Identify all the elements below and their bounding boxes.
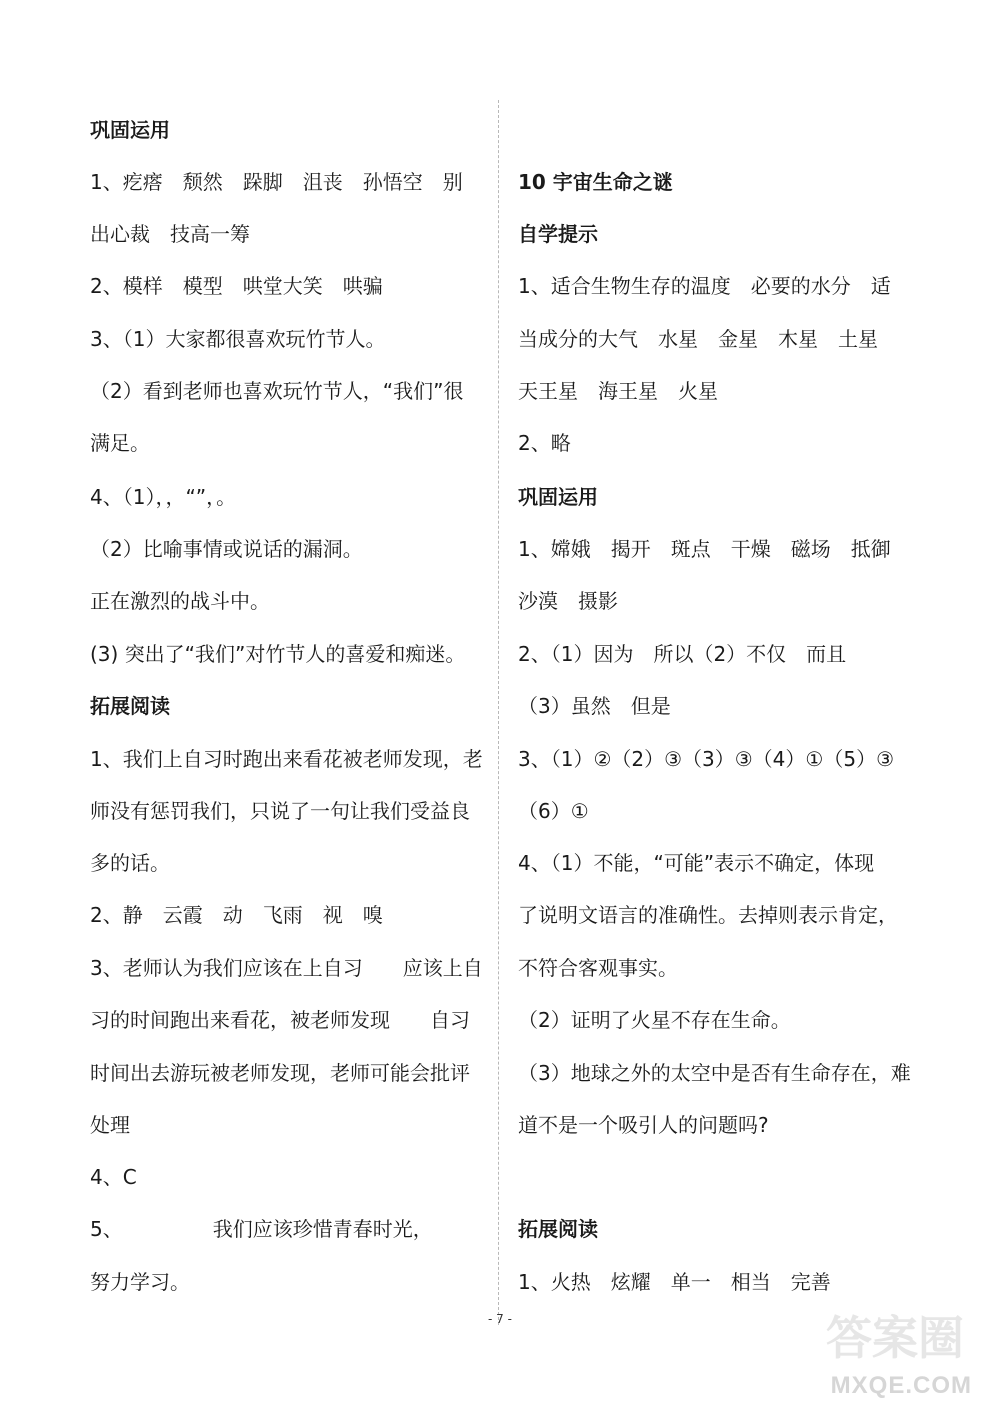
answer-line: 3、（1）大家都很喜欢玩竹节人。 [90,327,386,351]
answer-line: 多的话。 [90,851,170,875]
section-heading: 拓展阅读 [518,1217,598,1241]
section-heading: 自学提示 [518,222,598,246]
answer-line: 努力学习。 [90,1270,190,1294]
page-number: - 7 - [488,1312,512,1326]
answer-line: 1、疙瘩 颓然 跺脚 沮丧 孙悟空 别 [90,170,463,194]
answer-line: 2、（1）因为 所以（2）不仅 而且 [518,642,847,666]
answer-line: 了说明文语言的准确性。去掉则表示肯定， [518,903,898,927]
answer-line: 习的时间跑出来看花，被老师发现 自习 [90,1008,470,1032]
answer-line: 沙漠 摄影 [518,589,618,613]
answer-line: 3、老师认为我们应该在上自习 应该上自 [90,956,483,980]
answer-line: (3) 突出了“我们”对竹节人的喜爱和痴迷。 [90,642,466,666]
answer-line: （2）证明了火星不存在生命。 [518,1008,791,1032]
answer-line: 当成分的大气 水星 金星 木星 土星 [518,327,878,351]
answer-line: 不符合客观事实。 [518,956,678,980]
answer-line: 时间出去游玩被老师发现，老师可能会批评 [90,1061,470,1085]
answer-line: 1、适合生物生存的温度 必要的水分 适 [518,274,891,298]
section-heading: 巩固运用 [518,485,598,509]
section-heading: 拓展阅读 [90,694,170,718]
answer-line: （2）比喻事情或说话的漏洞。 [90,537,363,561]
answer-line: 处理 [90,1113,130,1137]
answer-line: 天王星 海王星 火星 [518,379,718,403]
watermark-text: MXQE.COM [830,1372,972,1399]
answer-line: （2）看到老师也喜欢玩竹节人，“我们”很 [90,379,464,403]
answer-line: 师没有惩罚我们，只说了一句让我们受益良 [90,799,470,823]
watermark-logo-icon: 答案圈 [826,1311,964,1365]
answer-line: 4、C [90,1165,137,1189]
answer-line: 道不是一个吸引人的问题吗? [518,1113,769,1137]
answer-line: 满足。 [90,431,150,455]
answer-line: 2、静 云霞 动 飞雨 视 嗅 [90,903,383,927]
section-heading: 巩固运用 [90,118,170,142]
answer-line: 1、嫦娥 揭开 斑点 干燥 磁场 抵御 [518,537,891,561]
column-divider [498,100,499,1325]
answer-line: （3）虽然 但是 [518,694,671,718]
answer-line: 5、 我们应该珍惜青春时光， [90,1217,433,1241]
answer-line: （6）① [518,799,589,823]
answer-line: 1、我们上自习时跑出来看花被老师发现，老 [90,747,483,771]
section-heading: 10 宇宙生命之谜 [518,170,673,194]
answer-line: 2、模样 模型 哄堂大笑 哄骗 [90,274,383,298]
answer-line: 1、火热 炫耀 单一 相当 完善 [518,1270,831,1294]
answer-line: 正在激烈的战斗中。 [90,589,270,613]
answer-line: （3）地球之外的太空中是否有生命存在，难 [518,1061,911,1085]
answer-line: 4、（1）不能，“可能”表示不确定，体现 [518,851,875,875]
answer-line: 出心裁 技高一筹 [90,222,250,246]
answer-line: 4、（1），，“”，。 [90,485,237,509]
answer-line: 2、略 [518,431,571,455]
answer-line: 3、（1）②（2）③（3）③（4）①（5）③ [518,747,894,771]
